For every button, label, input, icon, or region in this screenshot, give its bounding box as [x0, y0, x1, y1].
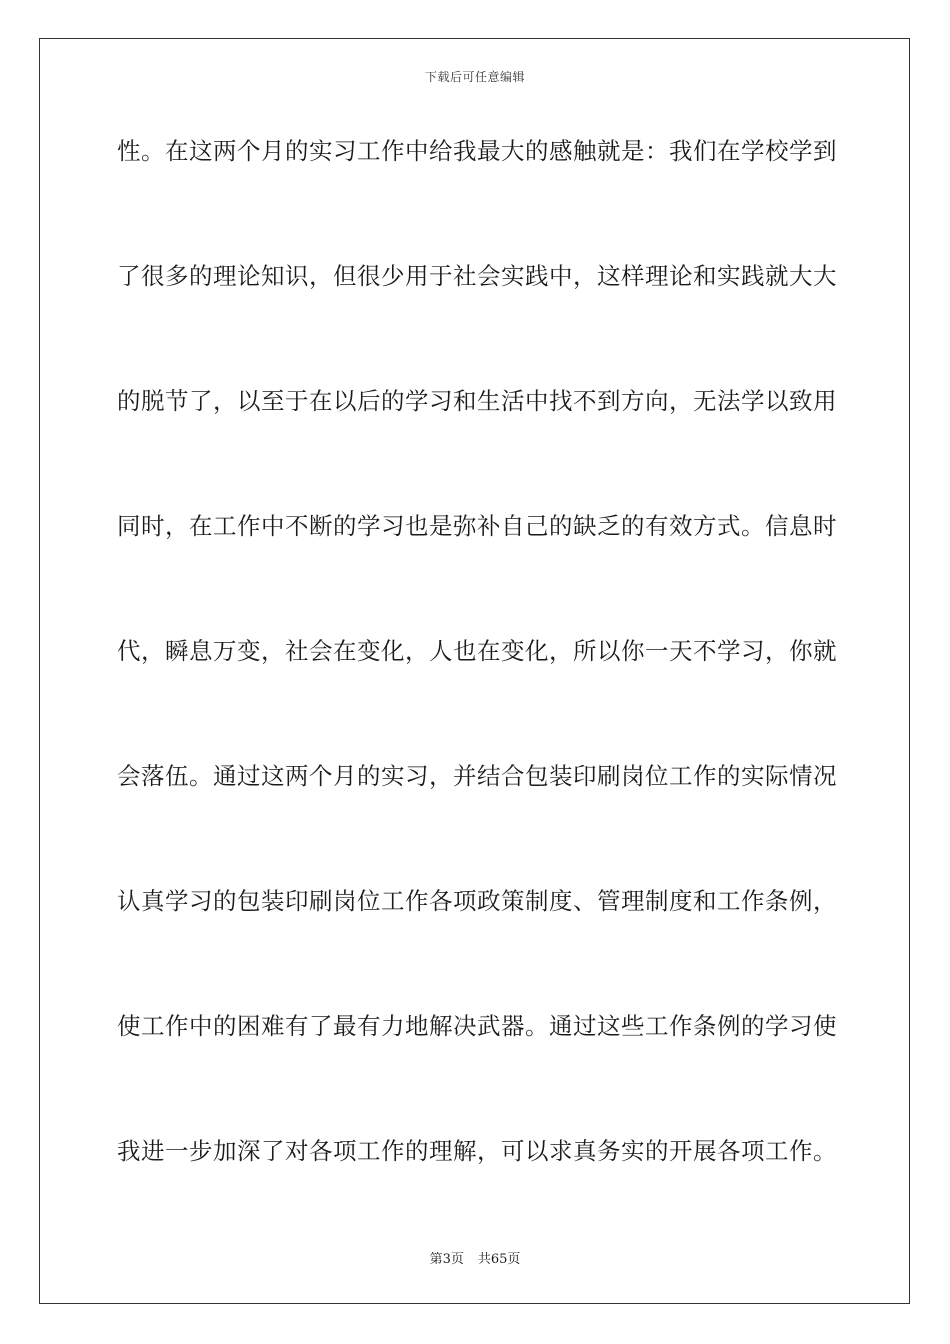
- page-number: 第3页: [429, 1252, 464, 1267]
- body-text: [117, 133, 837, 1258]
- body-line: 了很多的理论知识，但很少用于社会实践中，这样理论和实践就大大: [117, 262, 837, 290]
- page-total: 共65页: [477, 1252, 521, 1267]
- body-line: 的脱节了，以至于在以后的学习和生活中找不到方向，无法学以致用: [117, 387, 837, 415]
- body-line: 同时，在工作中不断的学习也是弥补自己的缺乏的有效方式。信息时: [117, 512, 837, 540]
- body-line: 认真学习的包装印刷岗位工作各项政策制度、管理制度和工作条例，: [117, 887, 837, 915]
- body-line: 会落伍。通过这两个月的实习，并结合包装印刷岗位工作的实际情况: [117, 762, 837, 790]
- header-note: 下载后可任意编辑: [424, 70, 525, 84]
- body-line: 性。在这两个月的实习工作中给我最大的感触就是：我们在学校学到: [117, 137, 837, 165]
- page-footer: [0, 1248, 950, 1267]
- body-line: 代，瞬息万变，社会在变化，人也在变化，所以你一天不学习，你就: [117, 637, 837, 665]
- body-line: 我进一步加深了对各项工作的理解，可以求真务实的开展各项工作。: [117, 1137, 837, 1165]
- body-line: 使工作中的困难有了最有力地解决武器。通过这些工作条例的学习使: [117, 1012, 837, 1040]
